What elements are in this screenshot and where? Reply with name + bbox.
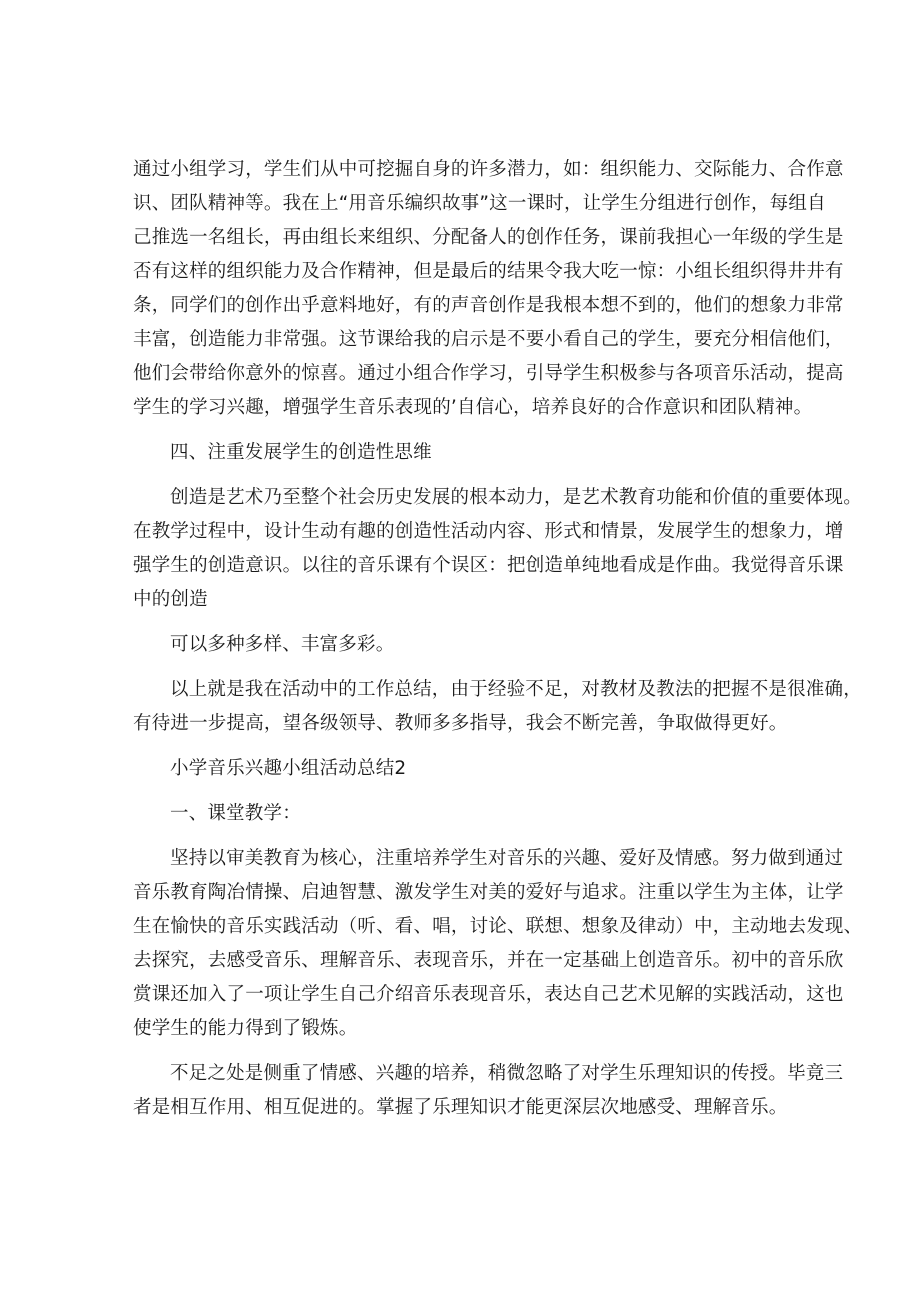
section-heading: 一、课堂教学： (170, 803, 301, 824)
body-line: 学生的学习兴趣，增强学生音乐表现的’自信心，培养良好的合作意识和团队精神。 (133, 397, 813, 418)
body-line: 强学生的创造意识。以往的音乐课有个误区：把创造单纯地看成是作曲。我觉得音乐课 (133, 555, 844, 576)
document-subtitle: 小学音乐兴趣小组活动总结2 (170, 758, 407, 779)
body-line: 有待进一步提高，望各级领导、教师多多指导，我会不断完善，争取做得更好。 (133, 713, 788, 734)
body-line: 创造是艺术乃至整个社会历史发展的根本动力，是艺术教育功能和价值的重要体现。 (170, 487, 862, 508)
body-line: 者是相互作用、相互促进的。掌握了乐理知识才能更深层次地感受、理解音乐。 (133, 1097, 788, 1118)
body-line: 条，同学们的创作出乎意料地好，有的声音创作是我根本想不到的，他们的想象力非常 (133, 295, 844, 316)
body-line: 丰富，创造能力非常强。这节课给我的启示是不要小看自己的学生，要充分相信他们， (133, 329, 844, 350)
body-line: 坚持以审美教育为核心，注重培养学生对音乐的兴趣、爱好及情感。努力做到通过 (170, 848, 844, 869)
body-line: 己推选一名组长，再由组长来组织、分配备人的创作任务，课前我担心一年级的学生是 (133, 227, 844, 248)
body-line: 他们会带给你意外的惊喜。通过小组合作学习，引导学生积极参与各项音乐活动，提高 (133, 363, 844, 384)
body-line: 音乐教育陶冶情操、启迪智慧、激发学生对美的爱好与追求。注重以学生为主体，让学 (133, 882, 844, 903)
body-line: 识、团队精神等。我在上“用音乐编织故事”这一课时，让学生分组进行创作，每组自 (133, 193, 826, 214)
body-line: 否有这样的组织能力及合作精神，但是最后的结果令我大吃一惊：小组长组织得井井有 (133, 261, 844, 282)
body-line: 在教学过程中，设计生动有趣的创造性活动内容、形式和情景，发展学生的想象力，增 (133, 521, 844, 542)
body-line: 通过小组学习，学生们从中可挖掘自身的许多潜力，如：组织能力、交际能力、合作意 (133, 159, 844, 180)
body-line: 不足之处是侧重了情感、兴趣的培养，稍微忽略了对学生乐理知识的传授。毕竟三 (170, 1063, 844, 1084)
body-line: 赏课还加入了一项让学生自己介绍音乐表现音乐，表达自己艺术见解的实践活动，这也 (133, 984, 844, 1005)
body-line: 使学生的能力得到了锻炼。 (133, 1018, 358, 1039)
body-line: 可以多种多样、丰富多彩。 (170, 634, 395, 655)
body-line: 生在愉快的音乐实践活动（听、看、唱，讨论、联想、想象及律动）中，主动地去发现、 (133, 916, 863, 937)
body-line: 去探究，去感受音乐、理解音乐、表现音乐，并在一定基础上创造音乐。初中的音乐欣 (133, 950, 844, 971)
section-heading: 四、注重发展学生的创造性思维 (170, 442, 432, 463)
body-line: 中的创造 (133, 589, 208, 610)
body-line: 以上就是我在活动中的工作总结，由于经验不足，对教材及教法的把握不是很准确， (170, 679, 862, 700)
